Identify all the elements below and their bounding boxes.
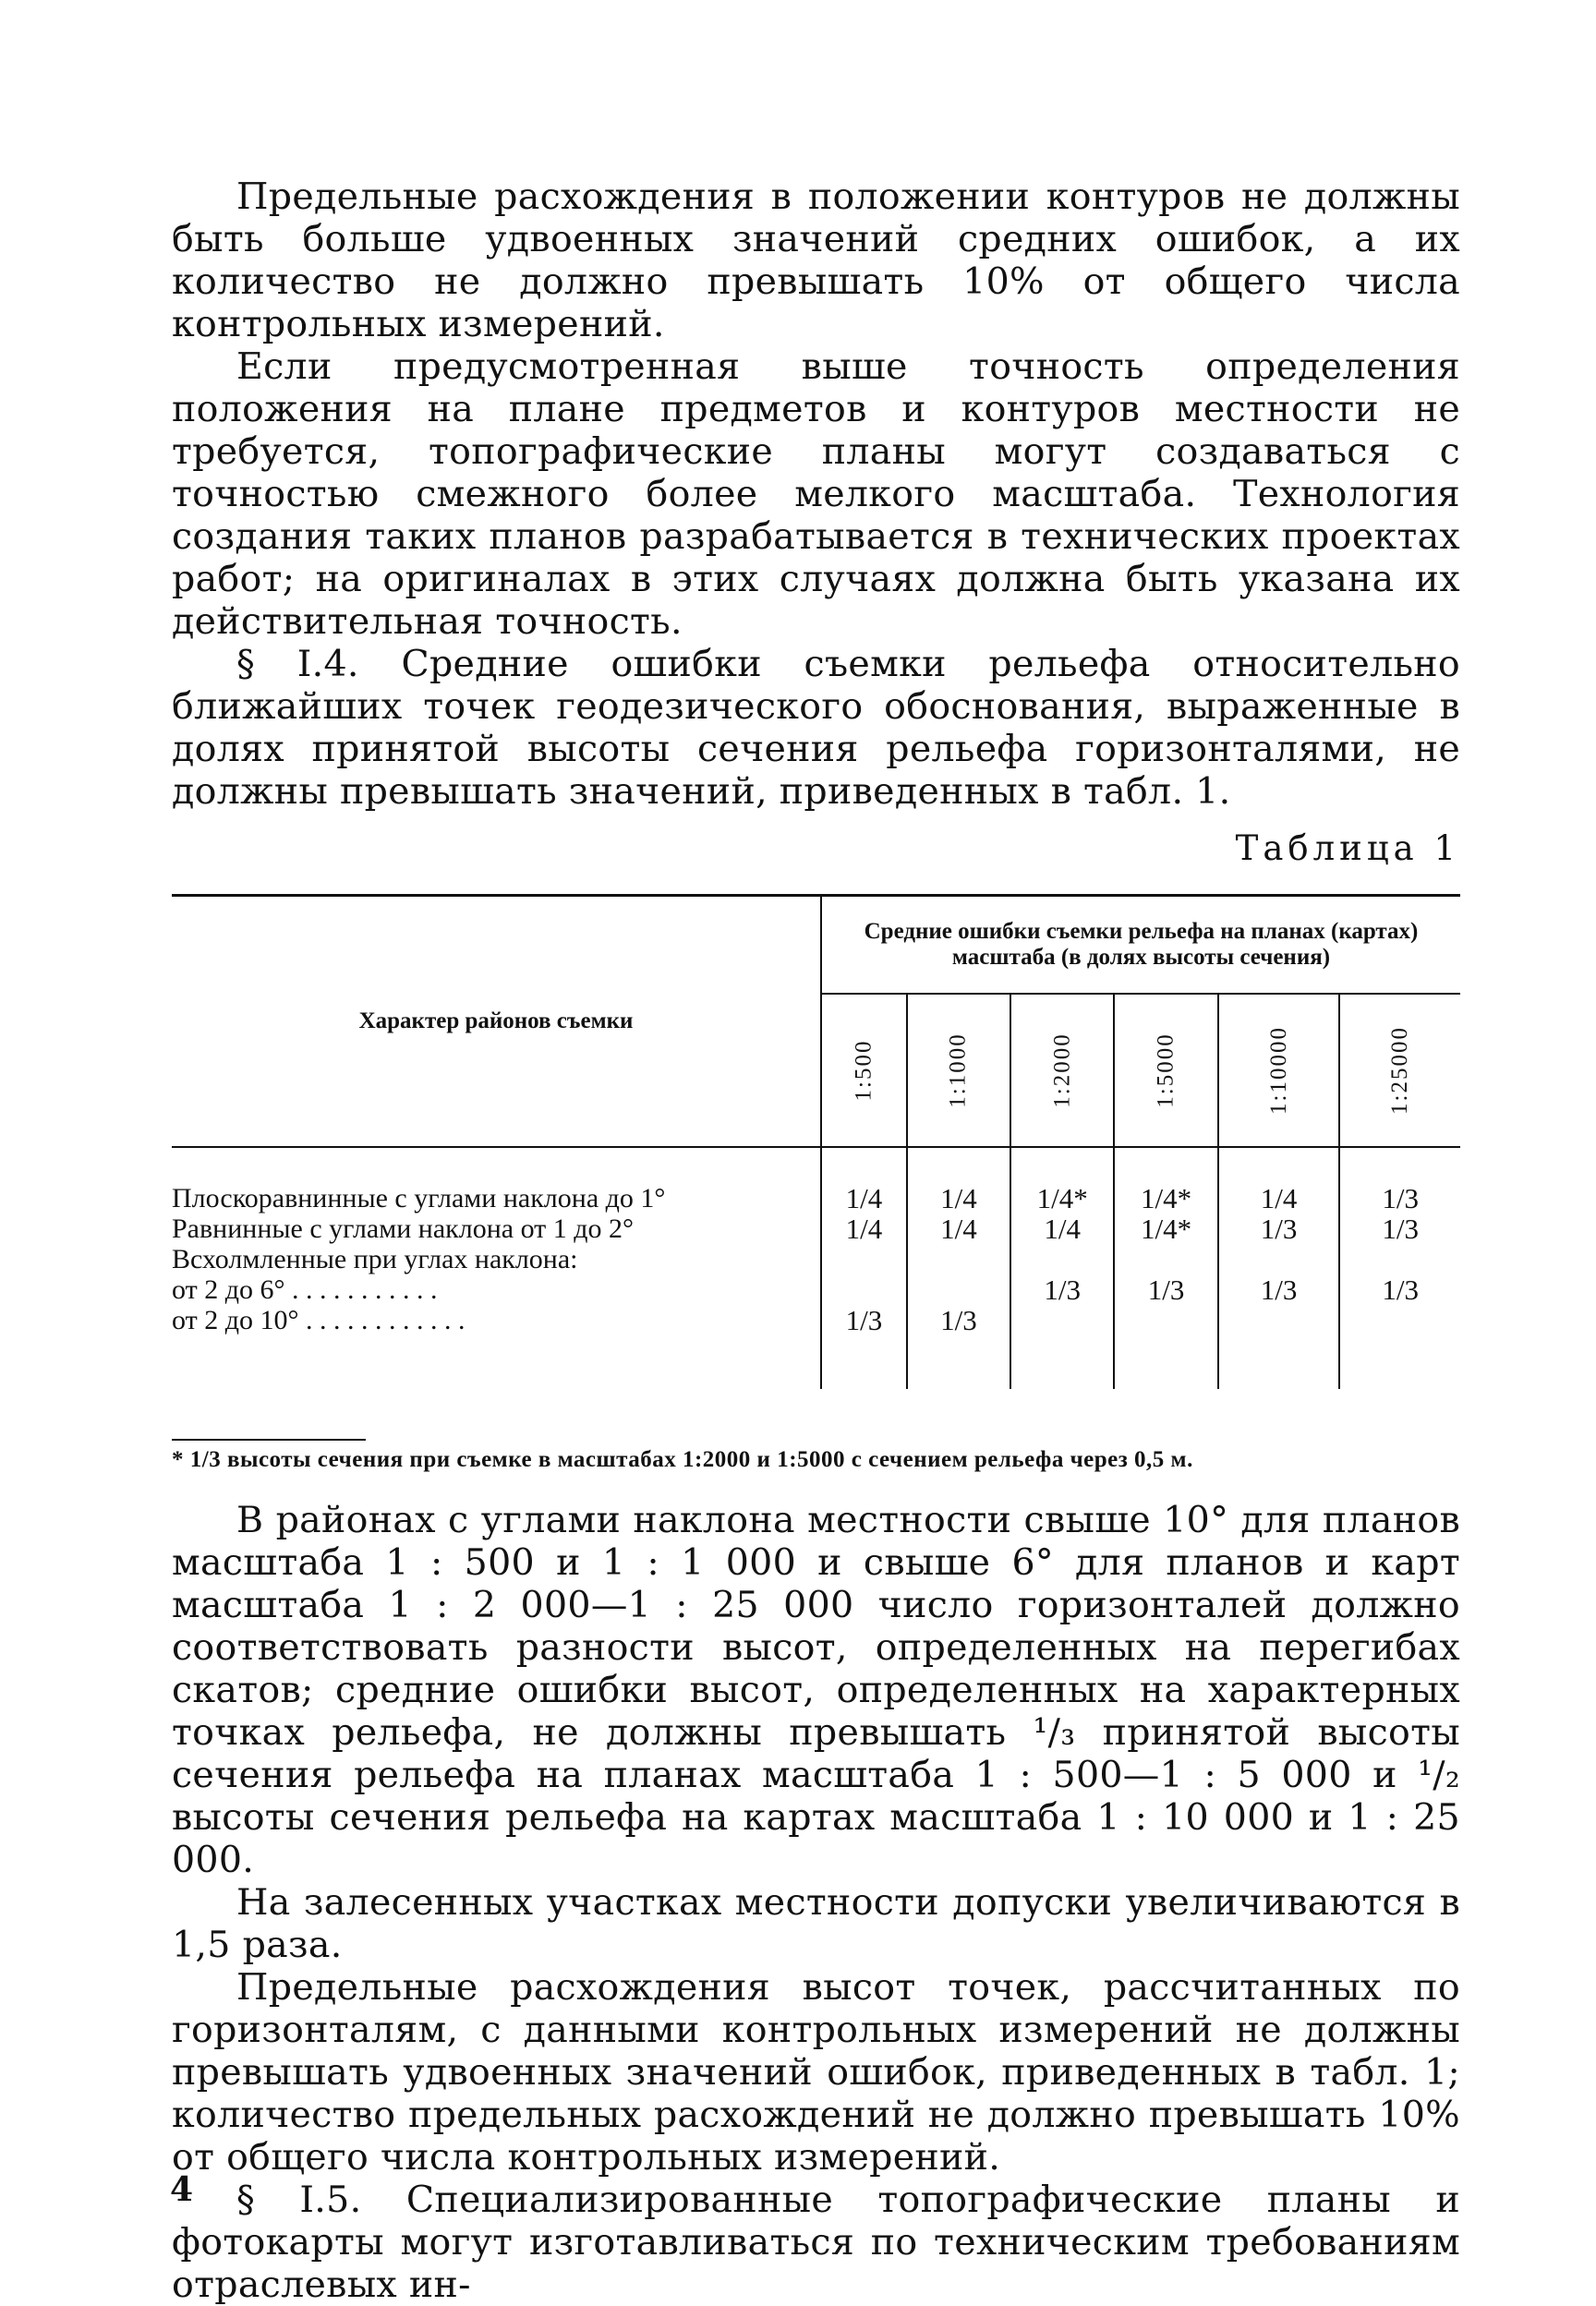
paragraph: Предельные расхождения высот точек, рассчитанных по горизонталям, с данными контрольных измерений не должны превышать удвоенных значений ошибок, приведенных в табл. 1; количество предельных расхождений не должно превышать 10% от общего числа контрольных измерений. <box>172 1966 1460 2179</box>
table-row <box>172 1274 1460 1305</box>
table-1 <box>172 894 1460 1389</box>
table-footnote: * 1/3 высоты сечения при съемке в масштабах 1:2000 и 1:5000 с сечением рельефа через 0,5 м. <box>172 1447 1193 1472</box>
table-cell: 1/3 <box>1339 1213 1460 1244</box>
row-label: от 2 до 10° . . . . . . . . . . . . <box>172 1305 821 1335</box>
table-cell: 1/3 <box>1218 1274 1340 1305</box>
document-page <box>172 175 1460 2306</box>
table-cell <box>907 1244 1010 1274</box>
table-cell: 1/4 <box>907 1147 1010 1213</box>
table-cell: 1/4* <box>1114 1147 1217 1213</box>
table-row <box>172 1244 1460 1274</box>
table-cell: 1/4* <box>1114 1213 1217 1244</box>
table-row <box>172 1305 1460 1335</box>
table-cell <box>821 1244 907 1274</box>
table-cell: 1/4 <box>821 1147 907 1213</box>
row-label: от 2 до 6° . . . . . . . . . . . <box>172 1274 821 1305</box>
header-scale-500: 1:500 <box>821 994 907 1147</box>
footnote-divider <box>172 1439 366 1441</box>
table-cell <box>1114 1244 1217 1274</box>
table-cell <box>1114 1305 1217 1335</box>
table-cell <box>1010 1305 1114 1335</box>
table-row <box>172 1213 1460 1244</box>
table-cell: 1/4 <box>821 1213 907 1244</box>
header-region-character: Характер районов съемки <box>172 896 821 1148</box>
table-cell: 1/3 <box>1339 1147 1460 1213</box>
header-scale-25000: 1:25000 <box>1339 994 1460 1147</box>
table-cell <box>821 1274 907 1305</box>
header-scale-1000: 1:1000 <box>907 994 1010 1147</box>
row-label: Всхолмленные при углах наклона: <box>172 1244 821 1274</box>
table-row <box>172 1147 1460 1213</box>
table-cell <box>1218 1244 1340 1274</box>
table-cell <box>1339 1305 1460 1335</box>
paragraph: Предельные расхождения в положении контуров не должны быть больше удвоенных значений средних ошибок, а их количество не должно превышать 10% от общего числа контрольных измерений. <box>172 175 1460 345</box>
table-row-spacer <box>172 1335 1460 1389</box>
paragraph: В районах с углами наклона местности свыше 10° для планов масштаба 1 : 500 и 1 : 1 000 и свыше 6° для планов и карт масштаба 1 : 2 000—1 : 25 000 число горизонталей должно соответствовать разности высот, определенных на перегибах скатов; средние ошибки высот, определенных на характерных точках рельефа, не должны превышать ¹/₃ принятой высоты сечения рельефа на планах масштаба 1 : 500—1 : 5 000 и ¹/₂ высоты сечения рельефа на картах масштаба 1 : 10 000 и 1 : 25 000. <box>172 1499 1460 1881</box>
row-label: Плоскоравнинные с углами наклона до 1° <box>172 1147 821 1213</box>
table-cell <box>1218 1305 1340 1335</box>
table-cell <box>1010 1244 1114 1274</box>
table-cell: 1/3 <box>821 1305 907 1335</box>
paragraph: На залесенных участках местности допуски увеличиваются в 1,5 раза. <box>172 1881 1460 1966</box>
table-cell: 1/3 <box>907 1305 1010 1335</box>
paragraph-section-1-4: § I.4. Средние ошибки съемки рельефа относительно ближайших точек геодезического обоснования, выраженные в долях принятой высоты сечения рельефа горизонталями, не должны превышать значений, приведенных в табл. 1. <box>172 643 1460 813</box>
table-cell: 1/4 <box>1218 1147 1340 1213</box>
paragraph-section-1-5: § I.5. Специализированные топографические планы и фотокарты могут изготавливаться по техническим требованиям отраслевых ин- <box>172 2179 1460 2306</box>
header-scale-2000: 1:2000 <box>1010 994 1114 1147</box>
table-caption: Таблица 1 <box>1235 828 1460 868</box>
table-cell: 1/3 <box>1114 1274 1217 1305</box>
table-cell: 1/4 <box>1010 1213 1114 1244</box>
table-cell <box>1339 1244 1460 1274</box>
table-cell: 1/3 <box>1218 1213 1340 1244</box>
paragraph: Если предусмотренная выше точность определения положения на плане предметов и контуров местности не требуется, топографические планы могут создаваться с точностью смежного более мелкого масштаба. Технология создания таких планов разрабатывается в технических проектах работ; на оригиналах в этих случаях должна быть указана их действительная точность. <box>172 345 1460 643</box>
table-cell: 1/3 <box>1339 1274 1460 1305</box>
table-cell: 1/3 <box>1010 1274 1114 1305</box>
page-number: 4 <box>170 2170 194 2209</box>
table-cell: 1/4 <box>907 1213 1010 1244</box>
header-scale-5000: 1:5000 <box>1114 994 1217 1147</box>
header-scale-10000: 1:10000 <box>1218 994 1340 1147</box>
table-cell: 1/4* <box>1010 1147 1114 1213</box>
row-label: Равнинные с углами наклона от 1 до 2° <box>172 1213 821 1244</box>
header-mean-errors: Средние ошибки съемки рельефа на планах (картах) масштаба (в долях высоты сечения) <box>821 896 1460 995</box>
table-cell <box>907 1274 1010 1305</box>
